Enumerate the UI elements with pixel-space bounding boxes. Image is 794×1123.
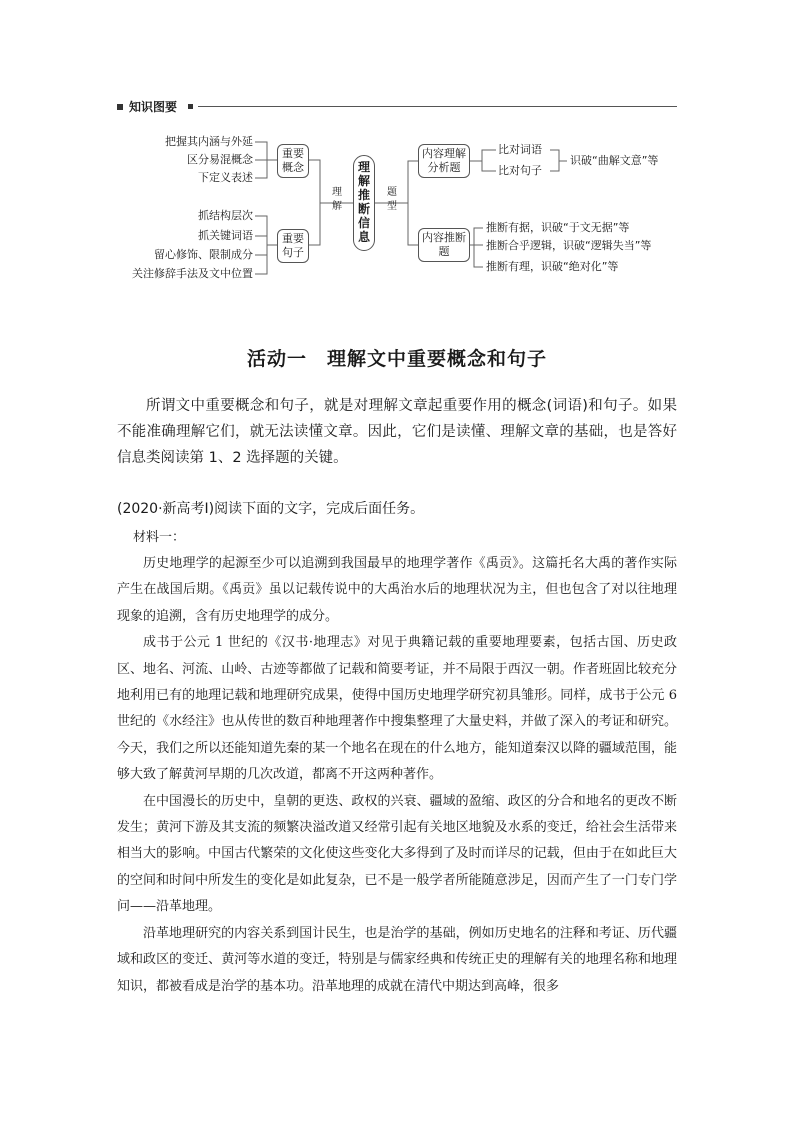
concept-node: 重要概念: [277, 144, 309, 178]
right-connector-label: 题型: [387, 187, 397, 212]
section-title: 知识图要: [129, 100, 178, 114]
material-paragraph: 沿革地理研究的内容关系到国计民生，也是治学的基础，例如历史地名的注释和考证、历代疆域和政区的变迁、黄河等水道的变迁，特别是与儒家经典和传统正史的理解有关的地理名称和地理知识，都被看成是治学的基本功。沿革地理的成就在清代中期达到高峰，很多: [117, 925, 677, 994]
sentence-item: 抓结构层次: [198, 209, 253, 222]
content-result: 识破“曲解文意”等: [570, 154, 659, 167]
intro-paragraph: 所谓文中重要概念和句子，就是对理解文章起重要作用的概念(词语)和句子。如果不能准确理解它们，就无法读懂文章。因此，它们是读懂、理解文章的基础，也是答好信息类阅读第 1、2 选择题的关键。: [117, 398, 677, 466]
sentence-item: 抓关键词语: [198, 229, 253, 242]
infer-item: 推断有理，识破“绝对化”等: [486, 260, 619, 273]
material-label: 材料一：: [133, 530, 186, 545]
infer-item: 推断有据，识破“于文无据”等: [486, 221, 630, 234]
infer-node: 内容推断题: [418, 228, 470, 262]
sentence-item: 关注修辞手法及文中位置: [132, 267, 253, 280]
material-paragraph: 在中国漫长的历史中，皇朝的更迭、政权的兴衰、疆域的盈缩、政区的分合和地名的更改不断发生；黄河下游及其支流的频繁决溢改道又经常引起有关地区地貌及水系的变迁，给社会生活带来相当大的影响。中国古代繁荣的文化使这些变化大多得到了及时而详尽的记载，但由于在如此巨大的空间和时间中所发生的变化是如此复杂，已不是一般学者所能随意涉足，因而产生了一门专门学问——沿革地理。: [117, 793, 677, 915]
concept-item: 区分易混概念: [187, 153, 253, 166]
sentence-item: 留心修饰、限制成分: [154, 248, 253, 261]
activity-title: 活动一 理解文中重要概念和句子: [246, 348, 547, 370]
concept-item: 把握其内涵与外延: [165, 135, 253, 148]
material-paragraph: 成书于公元 1 世纪的《汉书·地理志》对见于典籍记载的重要地理要素，包括古国、历史政区、地名、河流、山岭、古迹等都做了记载和简要考证，并不局限于西汉一朝。作者班固比较充分地利用已有的地理记载和地理研究成果，使得中国历史地理学研究初具雏形。同样，成书于公元 6 世纪的《水经注》也从传世的数百种地理著作中搜集整理了大量史料，并做了深入的考证和研究。今天，我们之所以还能知道先秦的某一个地名在现在的什么地方，能知道秦汉以降的疆域范围，能够大致了解黄河早期的几次改道，都离不开这两种著作。: [117, 635, 677, 783]
concept-item: 下定义表述: [198, 171, 253, 184]
question-source: (2020·新高考Ⅰ)阅读下面的文字，完成后面任务。: [117, 501, 425, 517]
sentence-node: 重要句子: [277, 229, 309, 263]
material-body: [117, 551, 677, 1000]
content-item: 比对词语: [498, 143, 542, 156]
content-node: 内容理解分析题: [418, 144, 470, 178]
content-item: 比对句子: [498, 164, 542, 177]
knowledge-mindmap: [0, 0, 794, 300]
material-paragraph: 历史地理学的起源至少可以追溯到我国最早的地理学著作《禹贡》。这篇托名大禹的著作实际产生在战国后期。《禹贡》虽以记载传说中的大禹治水后的地理状况为主，但也包含了对以往地理现象的追溯，含有历史地理学的成分。: [117, 556, 677, 624]
center-node: 理解推断信息: [353, 155, 375, 251]
infer-item: 推断合乎逻辑，识破“逻辑失当”等: [486, 239, 652, 252]
left-connector-label: 理解: [332, 187, 342, 212]
